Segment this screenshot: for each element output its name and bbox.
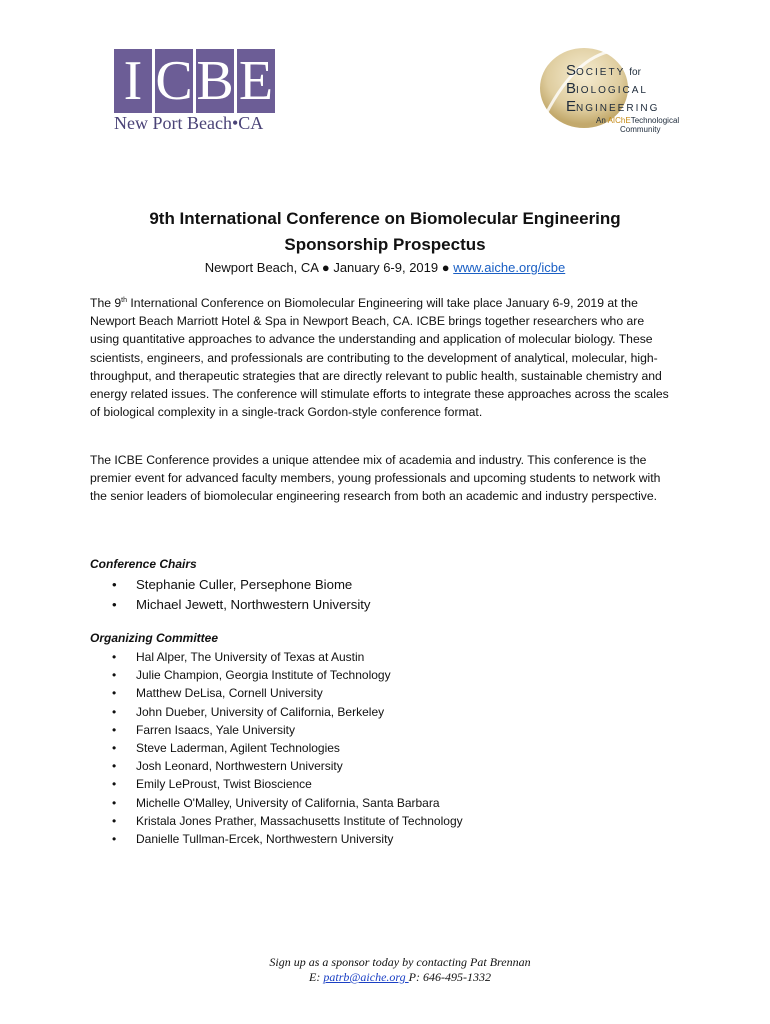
dateline [0, 260, 770, 275]
list-item: • Farren Isaacs, Yale University [112, 721, 463, 739]
audience-paragraph: The ICBE Conference provides a unique attendee mix of academia and industry. This conference is the premier event for advanced faculty members, young professionals and upcoming students to network with the senior leaders of biomolecular engineering research from both an academic and industry perspective. [90, 453, 661, 504]
sbe-line-society: SOCIETY for [566, 62, 641, 79]
sbe-tagline: An AIChETechnological Community [596, 116, 680, 134]
sbe-logo [538, 44, 688, 136]
list-item: • Michael Jewett, Northwestern University [112, 595, 371, 615]
list-item: • Danielle Tullman-Ercek, Northwestern University [112, 830, 463, 848]
intro-paragraph: The 9th International Conference on Biomolecular Engineering will take place January 6-9, 2019 at the Newport Beach Marriott Hotel & Spa in Newport Beach, CA. ICBE brings together researchers who are using quantitative approaches to advance the understanding and application of molecular biology. These scientists, engineers, and professionals are contributing to the development of analytical, molecular, high-throughput, and therapeutic strategies that are directly relevant to public health, sustainable chemistry and energy related issues. The conference will stimulate efforts to integrate these approaches across the scales of biological complexity in a single-track Gordon-style conference format. [90, 296, 669, 420]
icbe-logo [114, 49, 280, 133]
list-item: • Emily LeProust, Twist Bioscience [112, 775, 463, 793]
conference-chairs-heading: Conference Chairs [90, 557, 197, 571]
conference-chairs-list [112, 575, 371, 615]
event-location: Newport Beach, CA [204, 260, 319, 275]
document-subtitle: Sponsorship Prospectus [284, 235, 486, 254]
list-item: • Michelle O'Malley, University of California, Santa Barbara [112, 794, 463, 812]
list-item: • Julie Champion, Georgia Institute of Technology [112, 666, 463, 684]
list-item: • Matthew DeLisa, Cornell University [112, 684, 463, 702]
email-link[interactable]: patrb@aiche.org [323, 970, 409, 984]
list-item: • Steve Laderman, Agilent Technologies [112, 739, 463, 757]
website-link[interactable]: www.aiche.org/icbe [453, 260, 566, 275]
icbe-letter-c: C [155, 50, 193, 112]
separator-dot: ● [321, 260, 330, 275]
list-item: • Stephanie Culler, Persephone Biome [112, 575, 371, 595]
sbe-line-biological: BIOLOGICAL [566, 80, 648, 97]
icbe-letter-i: I [114, 49, 152, 113]
icbe-letters [114, 49, 280, 113]
organizing-committee-list [112, 648, 463, 848]
icbe-letter-b: B [196, 50, 234, 112]
icbe-letter-e: E [238, 50, 274, 112]
separator-dot: ● [441, 260, 450, 275]
phone-number: P: 646-495-1332 [408, 970, 491, 984]
list-item: • Kristala Jones Prather, Massachusetts Institute of Technology [112, 812, 463, 830]
sponsor-callout: Sign up as a sponsor today by contacting Pat Brennan [269, 955, 531, 969]
list-item: • John Dueber, University of California, Berkeley [112, 703, 463, 721]
sbe-line-engineering: ENGINEERING [566, 98, 660, 115]
list-item: • Josh Leonard, Northwestern University [112, 757, 463, 775]
organizing-committee-heading: Organizing Committee [90, 631, 219, 645]
contact-line: E: patrb@aiche.org P: 646-495-1332 [309, 970, 491, 984]
list-item: • Hal Alper, The University of Texas at Austin [112, 648, 463, 666]
event-dates: January 6-9, 2019 [333, 260, 439, 275]
document-title: 9th International Conference on Biomolecular Engineering [149, 209, 621, 228]
icbe-location: New Port Beach•CA [114, 113, 264, 133]
